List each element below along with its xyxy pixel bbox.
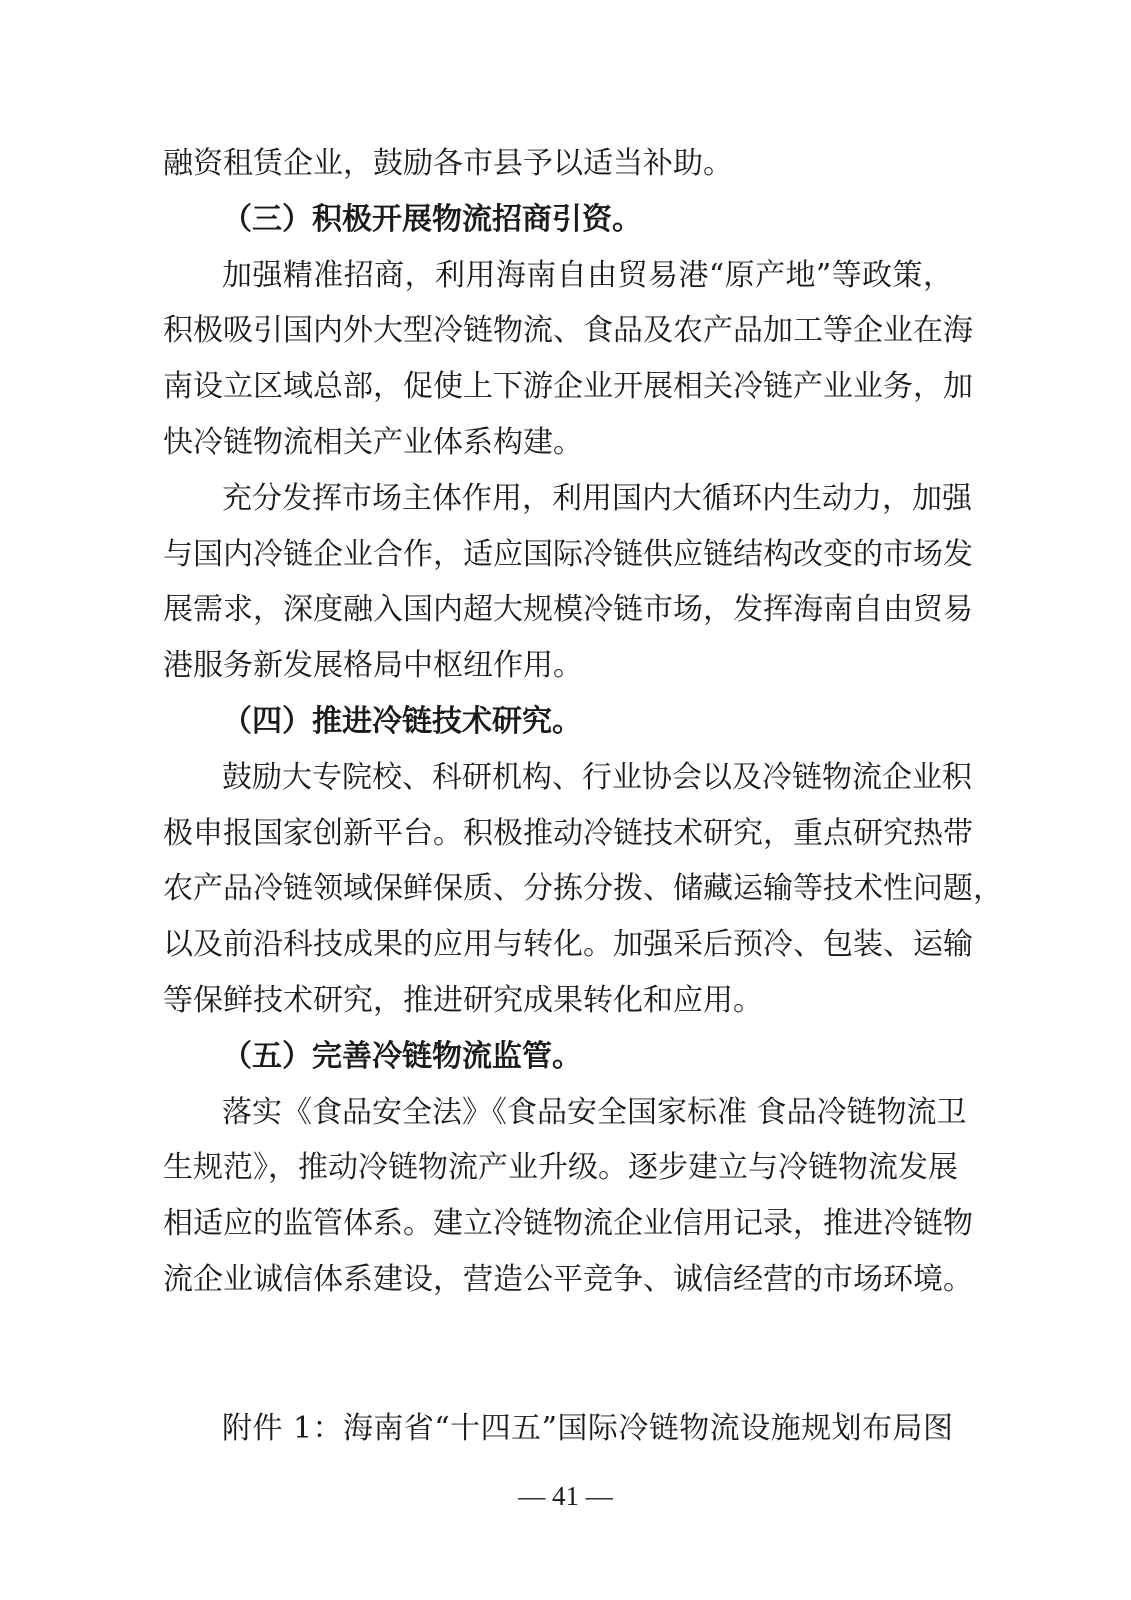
section-heading-5: （五）完善冷链物流监管。 <box>222 1039 582 1074</box>
paragraph-line: 港服务新发展格局中枢纽作用。 <box>163 648 583 683</box>
paragraph-line: 等保鲜技术研究，推进研究成果转化和应用。 <box>163 983 763 1018</box>
paragraph-line: 生规范》，推动冷链物流产业升级。逐步建立与冷链物流发展 <box>163 1150 958 1185</box>
paragraph-line: 相适应的监管体系。建立冷链物流企业信用记录，推进冷链物 <box>163 1206 973 1241</box>
page-number: — 41 — <box>518 1481 613 1511</box>
paragraph-line: 南设立区域总部，促使上下游企业开展相关冷链产业业务，加 <box>163 369 973 404</box>
attachment-note: 附件 1：海南省“十四五”国际冷链物流设施规划布局图 <box>222 1411 953 1446</box>
paragraph-line: 以及前沿科技成果的应用与转化。加强采后预冷、包装、运输 <box>163 927 973 962</box>
paragraph-line: 积极吸引国内外大型冷链物流、食品及农产品加工等企业在海 <box>163 313 973 348</box>
paragraph-line: 落实《食品安全法》《食品安全国家标准 食品冷链物流卫 <box>222 1095 967 1130</box>
paragraph-line: 鼓励大专院校、科研机构、行业协会以及冷链物流企业积 <box>222 760 972 795</box>
paragraph-line: 极申报国家创新平台。积极推动冷链技术研究，重点研究热带 <box>163 816 973 851</box>
paragraph-line: 充分发挥市场主体作用，利用国内大循环内生动力，加强 <box>222 481 972 516</box>
paragraph-line: 展需求，深度融入国内超大规模冷链市场，发挥海南自由贸易 <box>163 592 973 627</box>
paragraph-line: 融资租赁企业，鼓励各市县予以适当补助。 <box>163 146 733 181</box>
paragraph-line: 流企业诚信体系建设，营造公平竞争、诚信经营的市场环境。 <box>163 1262 973 1297</box>
paragraph-line: 快冷链物流相关产业体系构建。 <box>163 425 583 460</box>
section-heading-4: （四）推进冷链技术研究。 <box>222 704 582 739</box>
paragraph-line: 与国内冷链企业合作，适应国际冷链供应链结构改变的市场发 <box>163 537 973 572</box>
section-heading-3: （三）积极开展物流招商引资。 <box>222 202 642 237</box>
paragraph-line: 农产品冷链领域保鲜保质、分拣分拨、储藏运输等技术性问题， <box>163 871 1003 906</box>
paragraph-line: 加强精准招商，利用海南自由贸易港“原产地”等政策， <box>222 258 953 293</box>
